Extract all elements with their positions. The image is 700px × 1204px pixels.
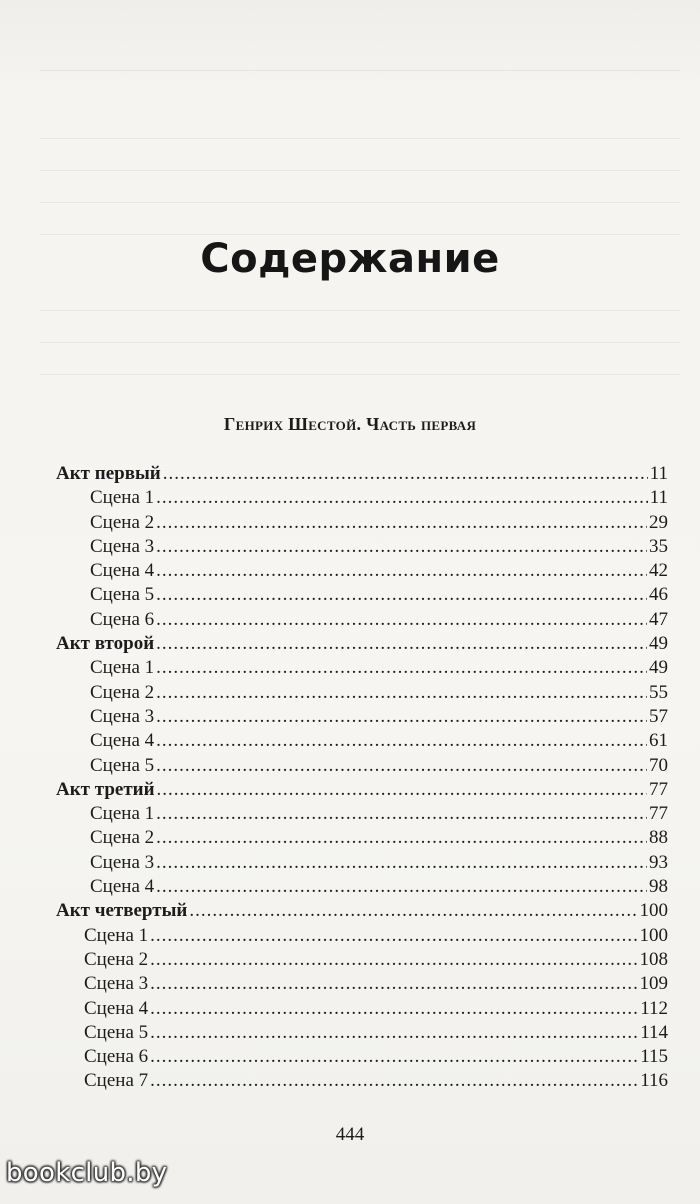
toc-scene-entry-page: 46 (649, 584, 668, 606)
dot-leader (163, 462, 648, 486)
toc-scene-entry-page: 112 (640, 997, 668, 1019)
toc-act-entry-page: 49 (649, 633, 668, 655)
bleed-through-line (40, 60, 680, 71)
toc-act-entry (56, 778, 668, 802)
dot-leader (156, 535, 647, 559)
toc-scene-entry-page: 88 (649, 827, 668, 849)
dot-leader (156, 802, 647, 826)
toc-scene-entry-label: Сцена 5 (84, 1021, 149, 1043)
toc-scene-entry (56, 511, 668, 535)
toc-scene-entry-page: 77 (649, 803, 668, 825)
dot-leader (150, 924, 637, 948)
toc-scene-entry-label: Сцена 3 (90, 705, 155, 727)
part-title: Генрих Шестой. Часть первая (223, 414, 477, 434)
toc-scene-entry (56, 997, 668, 1021)
page-number: 444 (335, 1124, 365, 1145)
toc-scene-entry-page: 116 (640, 1070, 668, 1092)
toc-scene-entry (56, 972, 668, 996)
dot-leader (156, 559, 647, 583)
toc-scene-entry (56, 875, 668, 899)
dot-leader (157, 778, 647, 802)
toc-scene-entry (56, 729, 668, 753)
dot-leader (150, 1069, 638, 1093)
toc-scene-entry-label: Сцена 3 (90, 851, 155, 873)
toc-scene-entry-page: 47 (649, 608, 668, 630)
toc-act-entry (56, 632, 668, 656)
table-of-contents (56, 462, 668, 1094)
bleed-through-line (40, 192, 680, 203)
toc-scene-entry-label: Сцена 1 (90, 487, 155, 509)
page-title: Содержание (200, 236, 500, 282)
toc-scene-entry-page: 70 (649, 754, 668, 776)
dot-leader (156, 729, 647, 753)
toc-scene-entry (56, 583, 668, 607)
toc-scene-entry-page: 114 (640, 1021, 668, 1043)
dot-leader (156, 608, 647, 632)
toc-scene-entry (56, 754, 668, 778)
bleed-through-line (40, 364, 680, 375)
toc-scene-entry-page: 115 (640, 1046, 668, 1068)
toc-scene-entry-label: Сцена 4 (84, 997, 149, 1019)
toc-scene-entry (56, 559, 668, 583)
toc-scene-entry-page: 109 (639, 973, 668, 995)
toc-scene-entry-label: Сцена 1 (90, 803, 155, 825)
toc-scene-entry (56, 826, 668, 850)
dot-leader (150, 1021, 638, 1045)
toc-act-entry-page: 100 (639, 900, 668, 922)
dot-leader (156, 754, 647, 778)
dot-leader (150, 1045, 638, 1069)
dot-leader (156, 826, 647, 850)
toc-scene-entry-label: Сцена 2 (84, 948, 149, 970)
dot-leader (156, 511, 647, 535)
toc-scene-entry (56, 705, 668, 729)
toc-scene-entry-page: 49 (649, 657, 668, 679)
toc-act-entry-label: Акт четвертый (56, 900, 188, 922)
toc-scene-entry (56, 535, 668, 559)
toc-scene-entry (56, 851, 668, 875)
toc-scene-entry-page: 29 (649, 511, 668, 533)
toc-act-entry-page: 77 (649, 778, 668, 800)
toc-scene-entry-label: Сцена 5 (90, 754, 155, 776)
toc-scene-entry-page: 42 (649, 560, 668, 582)
watermark: bookclub.by (6, 1158, 168, 1188)
toc-scene-entry-label: Сцена 4 (90, 730, 155, 752)
toc-act-entry-label: Акт второй (56, 633, 155, 655)
toc-scene-entry (56, 948, 668, 972)
toc-scene-entry-page: 57 (649, 705, 668, 727)
toc-scene-entry-page: 108 (639, 948, 668, 970)
toc-scene-entry-label: Сцена 6 (90, 608, 155, 630)
toc-act-entry-page: 11 (649, 463, 668, 484)
toc-scene-entry (56, 1045, 668, 1069)
dot-leader (156, 851, 647, 875)
toc-scene-entry-page: 11 (649, 487, 668, 509)
dot-leader (156, 632, 647, 656)
toc-scene-entry-label: Сцена 2 (90, 511, 155, 533)
toc-scene-entry (56, 608, 668, 632)
dot-leader (156, 486, 648, 510)
bleed-through-line (40, 300, 680, 311)
dot-leader (156, 705, 647, 729)
toc-scene-entry (56, 924, 668, 948)
toc-scene-entry-page: 100 (639, 924, 668, 946)
toc-scene-entry-label: Сцена 3 (84, 973, 149, 995)
dot-leader (156, 681, 647, 705)
toc-scene-entry (56, 656, 668, 680)
toc-act-entry (56, 899, 668, 923)
bleed-through-line (40, 128, 680, 139)
bleed-through-line (40, 160, 680, 171)
toc-act-entry (56, 462, 668, 486)
toc-scene-entry-page: 55 (649, 681, 668, 703)
bleed-through-line (40, 224, 680, 235)
bleed-through-line (40, 332, 680, 343)
toc-scene-entry-page: 61 (649, 730, 668, 752)
toc-act-entry-label: Акт третий (56, 778, 155, 800)
dot-leader (156, 875, 647, 899)
toc-scene-entry-page: 35 (649, 535, 668, 557)
toc-scene-entry (56, 1069, 668, 1093)
toc-scene-entry-label: Сцена 7 (84, 1070, 149, 1092)
toc-scene-entry (56, 486, 668, 510)
dot-leader (150, 948, 637, 972)
toc-scene-entry-label: Сцена 2 (90, 827, 155, 849)
toc-scene-entry-label: Сцена 1 (84, 924, 149, 946)
toc-scene-entry-label: Сцена 4 (90, 876, 155, 898)
toc-scene-entry-label: Сцена 1 (90, 657, 155, 679)
dot-leader (156, 583, 647, 607)
toc-scene-entry-label: Сцена 6 (84, 1046, 149, 1068)
toc-scene-entry-label: Сцена 2 (90, 681, 155, 703)
toc-scene-entry-label: Сцена 5 (90, 584, 155, 606)
toc-scene-entry (56, 681, 668, 705)
toc-scene-entry-label: Сцена 4 (90, 560, 155, 582)
toc-scene-entry-label: Сцена 3 (90, 535, 155, 557)
toc-scene-entry-page: 98 (649, 876, 668, 898)
dot-leader (150, 997, 638, 1021)
dot-leader (189, 899, 637, 923)
toc-scene-entry (56, 802, 668, 826)
dot-leader (150, 972, 637, 996)
toc-act-entry-label: Акт первый (56, 463, 161, 484)
dot-leader (156, 656, 647, 680)
toc-scene-entry-page: 93 (649, 851, 668, 873)
toc-scene-entry (56, 1021, 668, 1045)
